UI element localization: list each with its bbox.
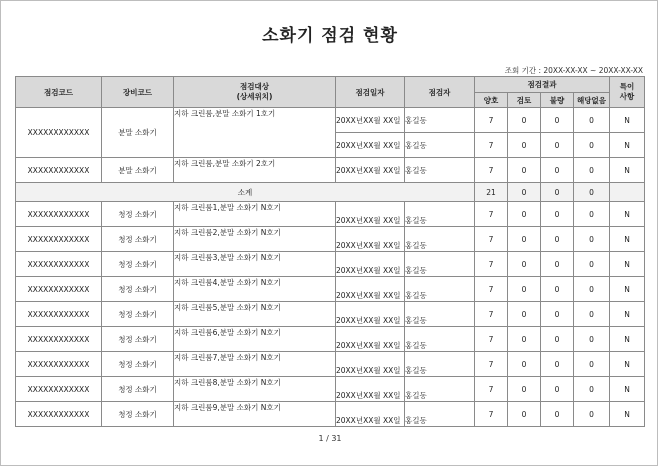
cell-remark: N [610,158,645,183]
cell-target: 지하 크린룸1,분말 소화기 N호기 [174,202,336,227]
cell-na: 0 [574,227,610,252]
cell-remark: N [610,227,645,252]
cell-date: 20XX년XX월 XX일 [336,327,405,352]
cell-review: 0 [508,377,541,402]
cell-remark: N [610,327,645,352]
cell-date: 20XX년XX월 XX일 [336,402,405,427]
cell-good: 7 [475,108,508,133]
header-review: 검토 [508,93,541,108]
cell-bad: 0 [541,227,574,252]
header-code: 점검코드 [16,77,102,108]
cell-bad: 0 [541,327,574,352]
cell-equip: 청정 소화기 [102,377,174,402]
cell-date: 20XX년XX월 XX일 [336,277,405,302]
cell-equip: 청정 소화기 [102,277,174,302]
cell-target: 지하 크린룸6,분말 소화기 N호기 [174,327,336,352]
cell-equip: 청정 소화기 [102,327,174,352]
page-number: 1 / 31 [318,434,342,443]
cell-na: 0 [574,402,610,427]
cell-target: 지하 크린룸5,분말 소화기 N호기 [174,302,336,327]
header-bad: 불량 [541,93,574,108]
table-row [16,108,645,133]
header-target-label: 점검대상 (상세위치) [236,82,273,101]
cell-good: 7 [475,377,508,402]
cell-equip: 청정 소화기 [102,202,174,227]
cell-inspector: 홍길동 [405,327,475,352]
cell-date: 20XX년XX월 XX일 [336,227,405,252]
cell-remark: N [610,377,645,402]
header-na: 해당없음 [574,93,610,108]
cell-code: XXXXXXXXXXXX [16,108,102,158]
cell-target: 지하 크린룸3,분말 소화기 N호기 [174,252,336,277]
cell-good: 7 [475,227,508,252]
cell-na: 0 [574,108,610,133]
cell-code: XXXXXXXXXXXX [16,302,102,327]
cell-target: 지하 크린룸4,분말 소화기 N호기 [174,277,336,302]
cell-inspector: 홍길동 [405,158,475,183]
cell-remark: N [610,202,645,227]
header-result: 점검결과 [475,77,610,93]
table-row [16,202,645,227]
cell-inspector: 홍길동 [405,202,475,227]
cell-target: 지하 크린룸7,분말 소화기 N호기 [174,352,336,377]
table-row [16,227,645,252]
table-row [16,302,645,327]
subtotal-row [16,183,645,202]
cell-code: XXXXXXXXXXXX [16,158,102,183]
cell-na: 0 [574,327,610,352]
cell-review: 0 [508,202,541,227]
cell-remark: N [610,133,645,158]
cell-date: 20XX년XX월 XX일 [336,352,405,377]
cell-good: 7 [475,252,508,277]
cell-bad: 0 [541,277,574,302]
cell-inspector: 홍길동 [405,402,475,427]
cell-bad: 0 [541,302,574,327]
cell-date: 20XX년XX월 XX일 [336,252,405,277]
cell-review: 0 [508,227,541,252]
cell-equip: 분말 소화기 [102,108,174,158]
subtotal-review: 0 [508,183,541,202]
cell-good: 7 [475,277,508,302]
header-target [174,77,336,108]
cell-review: 0 [508,352,541,377]
cell-target: 지하 크린룸2,분말 소화기 N호기 [174,227,336,252]
cell-date: 20XX년XX월 XX일 [336,158,405,183]
cell-review: 0 [508,252,541,277]
cell-review: 0 [508,158,541,183]
cell-date: 20XX년XX월 XX일 [336,202,405,227]
cell-bad: 0 [541,158,574,183]
cell-good: 7 [475,327,508,352]
cell-na: 0 [574,352,610,377]
cell-code: XXXXXXXXXXXX [16,277,102,302]
cell-na: 0 [574,302,610,327]
subtotal-na: 0 [574,183,610,202]
cell-remark: N [610,277,645,302]
cell-equip: 청정 소화기 [102,252,174,277]
header-good: 양호 [475,93,508,108]
subtotal-good: 21 [475,183,508,202]
cell-review: 0 [508,108,541,133]
cell-remark: N [610,352,645,377]
cell-code: XXXXXXXXXXXX [16,227,102,252]
cell-inspector: 홍길동 [405,277,475,302]
table-row [16,277,645,302]
cell-na: 0 [574,202,610,227]
table-row [16,327,645,352]
table-row [16,377,645,402]
header-inspector: 점검자 [405,77,475,108]
cell-target: 지하 크린룸8,분말 소화기 N호기 [174,377,336,402]
cell-date: 20XX년XX월 XX일 [336,302,405,327]
period-label: 조회 기간 : 20XX-XX-XX ~ 20XX-XX-XX [504,66,643,75]
cell-remark: N [610,402,645,427]
cell-good: 7 [475,402,508,427]
detail-rows [16,202,645,427]
cell-equip: 청정 소화기 [102,227,174,252]
cell-good: 7 [475,158,508,183]
subtotal-bad: 0 [541,183,574,202]
table-row [16,352,645,377]
header-remark [610,77,645,108]
cell-remark: N [610,302,645,327]
header-date: 점검일자 [336,77,405,108]
header-remark-label: 특이 사항 [619,82,635,101]
cell-remark: N [610,108,645,133]
cell-inspector: 홍길동 [405,252,475,277]
cell-equip: 청정 소화기 [102,402,174,427]
cell-bad: 0 [541,108,574,133]
cell-review: 0 [508,302,541,327]
table-row [16,158,645,183]
cell-date: 20XX년XX월 XX일 [336,377,405,402]
cell-inspector: 홍길동 [405,227,475,252]
cell-review: 0 [508,327,541,352]
cell-date: 20XX년XX월 XX일 [336,108,405,133]
cell-code: XXXXXXXXXXXX [16,202,102,227]
cell-good: 7 [475,302,508,327]
cell-equip: 청정 소화기 [102,302,174,327]
cell-equip: 청정 소화기 [102,352,174,377]
cell-target: 지하 크린룸,분말 소화기 1호기 [174,108,336,158]
cell-bad: 0 [541,133,574,158]
cell-inspector: 홍길동 [405,302,475,327]
cell-code: XXXXXXXXXXXX [16,377,102,402]
cell-target: 지하 크린룸,분말 소화기 2호기 [174,158,336,183]
cell-good: 7 [475,202,508,227]
cell-inspector: 홍길동 [405,108,475,133]
cell-bad: 0 [541,377,574,402]
header-equip: 장비코드 [102,77,174,108]
cell-inspector: 홍길동 [405,352,475,377]
cell-na: 0 [574,133,610,158]
cell-inspector: 홍길동 [405,133,475,158]
subtotal-label: 소계 [16,183,475,202]
cell-target: 지하 크린룸9,분말 소화기 N호기 [174,402,336,427]
page-title: 소화기 점검 현황 [262,26,398,46]
table-row [16,252,645,277]
subtotal-remark [610,183,645,202]
cell-equip: 분말 소화기 [102,158,174,183]
cell-date: 20XX년XX월 XX일 [336,133,405,158]
cell-inspector: 홍길동 [405,377,475,402]
cell-na: 0 [574,277,610,302]
cell-bad: 0 [541,402,574,427]
table-row [16,402,645,427]
cell-na: 0 [574,377,610,402]
cell-na: 0 [574,158,610,183]
cell-bad: 0 [541,352,574,377]
cell-code: XXXXXXXXXXXX [16,402,102,427]
cell-review: 0 [508,277,541,302]
cell-na: 0 [574,252,610,277]
cell-review: 0 [508,133,541,158]
cell-good: 7 [475,352,508,377]
inspection-table [15,76,645,427]
cell-code: XXXXXXXXXXXX [16,352,102,377]
cell-remark: N [610,252,645,277]
cell-code: XXXXXXXXXXXX [16,252,102,277]
cell-bad: 0 [541,202,574,227]
cell-good: 7 [475,133,508,158]
cell-bad: 0 [541,252,574,277]
cell-code: XXXXXXXXXXXX [16,327,102,352]
cell-review: 0 [508,402,541,427]
